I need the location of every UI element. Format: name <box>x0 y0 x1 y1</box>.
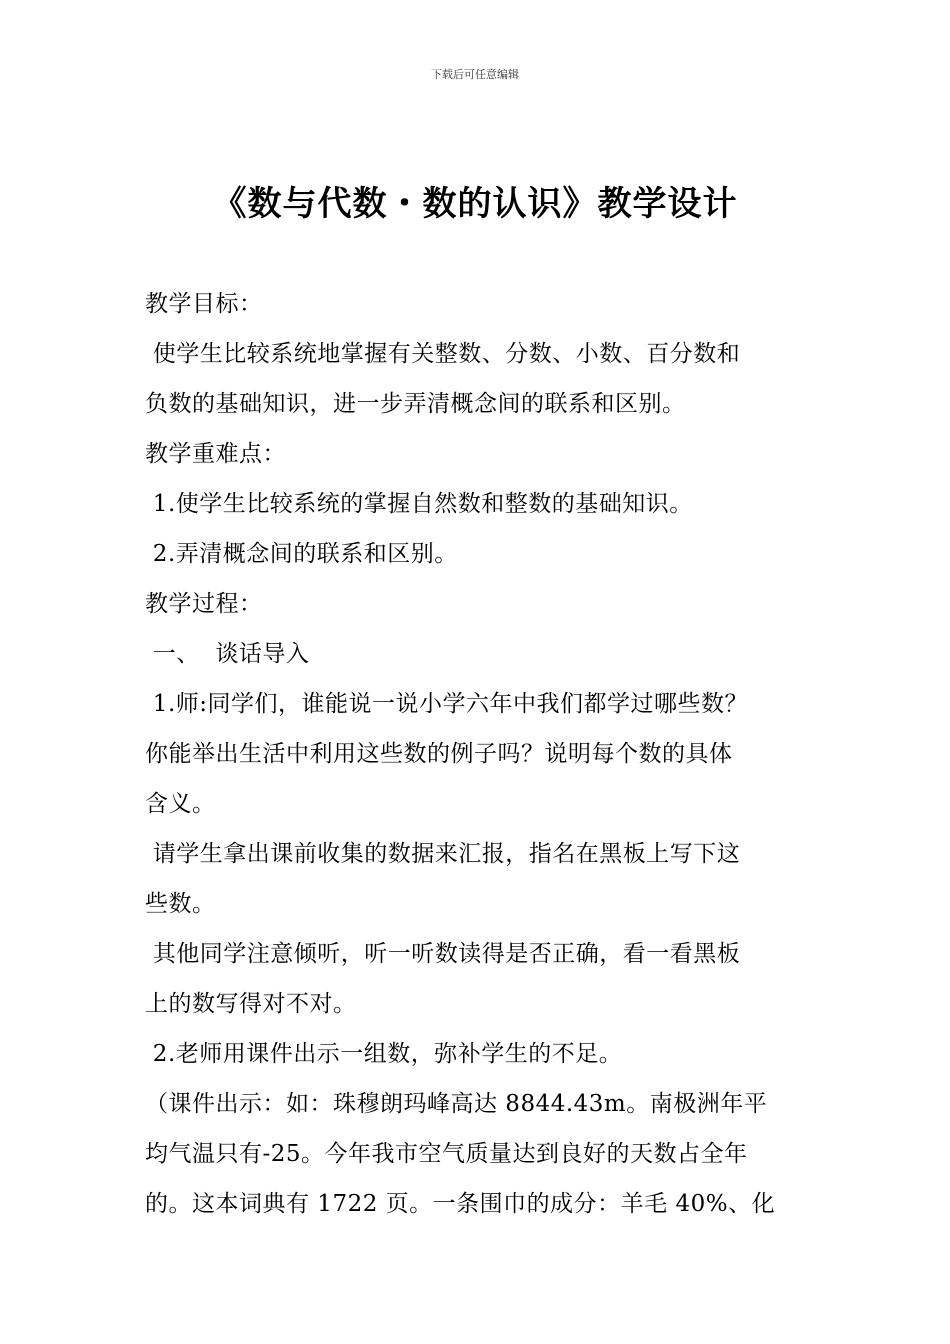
paragraph-line: 其他同学注意倾听，听一听数读得是否正确，看一看黑板 <box>145 941 741 967</box>
paragraph-line: 均气温只有-25。今年我市空气质量达到良好的天数占全年 <box>145 1141 748 1167</box>
paragraph-line: 请学生拿出课前收集的数据来汇报，指名在黑板上写下这 <box>145 841 741 867</box>
header-note: 下载后可任意编辑 <box>431 68 519 81</box>
section-heading-process: 教学过程： <box>145 591 263 617</box>
section-heading-key-points: 教学重难点： <box>145 441 286 467</box>
section-heading-objectives: 教学目标： <box>145 291 263 317</box>
subsection-heading: 一、 谈话导入 <box>145 641 310 667</box>
document-body <box>145 279 815 1229</box>
paragraph-line: 1.师:同学们，谁能说一说小学六年中我们都学过哪些数？ <box>145 691 749 717</box>
paragraph-line: 些数。 <box>145 891 216 917</box>
list-item: 1.使学生比较系统的掌握自然数和整数的基础知识。 <box>145 491 693 517</box>
paragraph-line: 2.老师用课件出示一组数，弥补学生的不足。 <box>145 1041 623 1067</box>
paragraph-line: 上的数写得对不对。 <box>145 991 357 1017</box>
list-item: 2.弄清概念间的联系和区别。 <box>145 541 458 567</box>
paragraph-line: 负数的基础知识，进一步弄清概念间的联系和区别。 <box>145 391 686 417</box>
document-title: 《数与代数・数的认识》教学设计 <box>212 184 738 224</box>
paragraph-line: 使学生比较系统地掌握有关整数、分数、小数、百分数和 <box>145 341 741 367</box>
paragraph-line: 含义。 <box>145 791 216 817</box>
paragraph-line: 的。这本词典有 1722 页。一条围巾的成分：羊毛 40%、化 <box>145 1191 776 1217</box>
paragraph-line: 你能举出生活中利用这些数的例子吗？说明每个数的具体 <box>145 741 733 767</box>
paragraph-line: （课件出示：如：珠穆朗玛峰高达 8844.43m。南极洲年平 <box>145 1091 768 1117</box>
